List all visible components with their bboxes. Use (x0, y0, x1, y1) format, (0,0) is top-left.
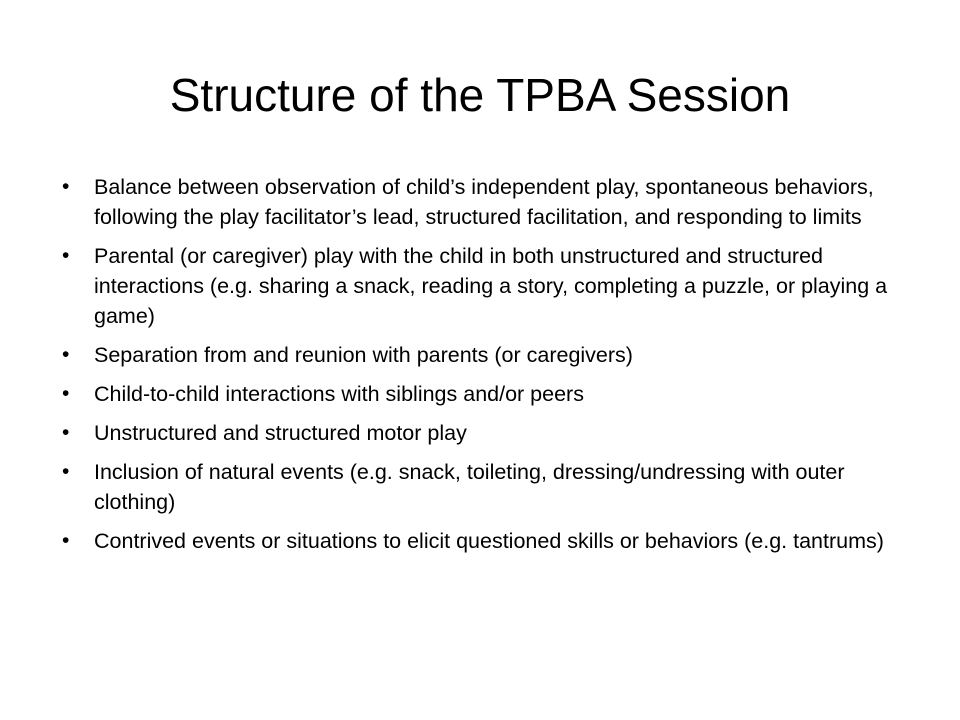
bullet-text: Inclusion of natural events (e.g. snack, toileting, dressing/undressing with outer clothing) (94, 460, 845, 514)
bullet-marker-icon: • (62, 460, 70, 483)
bullet-marker-icon: • (62, 382, 70, 405)
bullet-item (62, 379, 912, 409)
bullet-text: Balance between observation of child’s independent play, spontaneous behaviors, following the play facilitator’s lead, structured facilitation, and responding to limits (94, 175, 874, 229)
bullet-marker-icon: • (62, 244, 70, 267)
bullet-marker-icon: • (62, 421, 70, 444)
bullet-marker-icon: • (62, 175, 70, 198)
bullet-marker-icon: • (62, 343, 70, 366)
bullet-item (62, 241, 912, 331)
bullet-item (62, 526, 912, 556)
bullet-list (62, 172, 912, 565)
bullet-text: Separation from and reunion with parents (or caregivers) (94, 343, 633, 367)
slide-title: Structure of the TPBA Session (169, 69, 791, 121)
bullet-item (62, 457, 912, 517)
bullet-text: Unstructured and structured motor play (94, 421, 467, 445)
bullet-marker-icon: • (62, 529, 70, 552)
bullet-text: Parental (or caregiver) play with the child in both unstructured and structured interactions (e.g. sharing a snack, reading a story, completing a puzzle, or playing a game) (94, 244, 888, 328)
bullet-item (62, 172, 912, 232)
bullet-text: Contrived events or situations to elicit questioned skills or behaviors (e.g. tantrums) (94, 529, 884, 553)
bullet-item (62, 340, 912, 370)
bullet-item (62, 418, 912, 448)
bullet-text: Child-to-child interactions with siblings and/or peers (94, 382, 584, 406)
